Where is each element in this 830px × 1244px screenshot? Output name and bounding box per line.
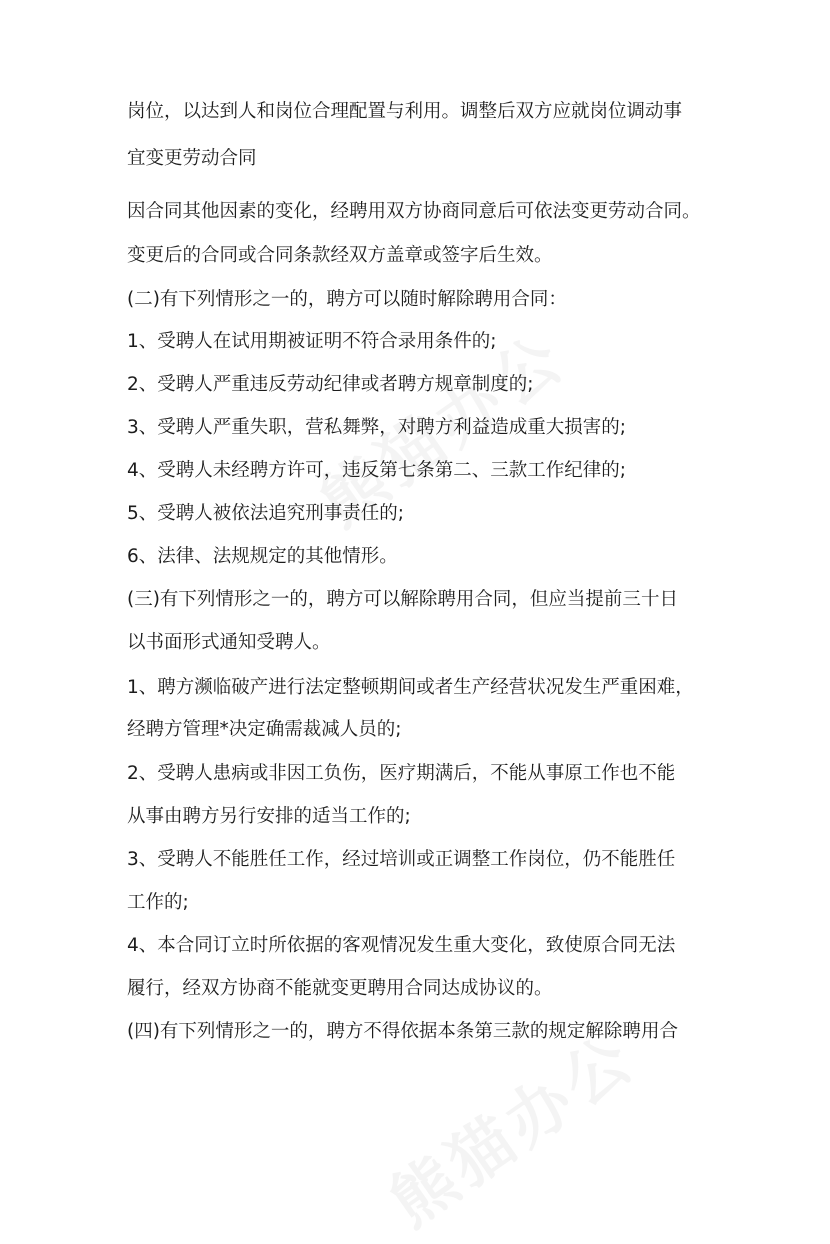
text-line: 变更后的合同或合同条款经双方盖章或签字后生效。 bbox=[127, 245, 553, 266]
text-line: 工作的; bbox=[127, 892, 189, 913]
text-line: 1、聘方濒临破产进行法定整顿期间或者生产经营状况发生严重困难， bbox=[127, 677, 694, 698]
text-line: (四)有下列情形之一的，聘方不得依据本条第三款的规定解除聘用合 bbox=[127, 1021, 678, 1042]
text-line: 2、受聘人严重违反劳动纪律或者聘方规章制度的; bbox=[127, 374, 534, 395]
text-line: 从事由聘方另行安排的适当工作的; bbox=[127, 806, 411, 827]
text-line: 岗位，以达到人和岗位合理配置与利用。调整后双方应就岗位调动事 bbox=[127, 101, 683, 122]
text-line: 4、受聘人未经聘方许可，违反第七条第二、三款工作纪律的; bbox=[127, 460, 627, 481]
text-line: 5、受聘人被依法追究刑事责任的; bbox=[127, 503, 405, 524]
text-line: 宜变更劳动合同 bbox=[127, 148, 257, 169]
text-line: (三)有下列情形之一的，聘方可以解除聘用合同，但应当提前三十日 bbox=[127, 589, 678, 610]
text-line: (二)有下列情形之一的，聘方可以随时解除聘用合同： bbox=[127, 289, 567, 310]
text-line: 4、本合同订立时所依据的客观情况发生重大变化，致使原合同无法 bbox=[127, 935, 676, 956]
text-line: 3、受聘人不能胜任工作，经过培训或正调整工作岗位，仍不能胜任 bbox=[127, 849, 676, 870]
text-line: 经聘方管理*决定确需裁减人员的; bbox=[127, 719, 402, 740]
text-line: 因合同其他因素的变化，经聘用双方协商同意后可依法变更劳动合同。 bbox=[127, 201, 701, 222]
text-line: 以书面形式通知受聘人。 bbox=[127, 632, 331, 653]
text-line: 2、受聘人患病或非因工负伤，医疗期满后，不能从事原工作也不能 bbox=[127, 763, 676, 784]
text-line: 1、受聘人在试用期被证明不符合录用条件的; bbox=[127, 331, 497, 352]
text-line: 履行，经双方协商不能就变更聘用合同达成协议的。 bbox=[127, 978, 553, 999]
text-line: 6、法律、法规规定的其他情形。 bbox=[127, 546, 398, 567]
text-line: 3、受聘人严重失职，营私舞弊，对聘方利益造成重大损害的; bbox=[127, 417, 627, 438]
